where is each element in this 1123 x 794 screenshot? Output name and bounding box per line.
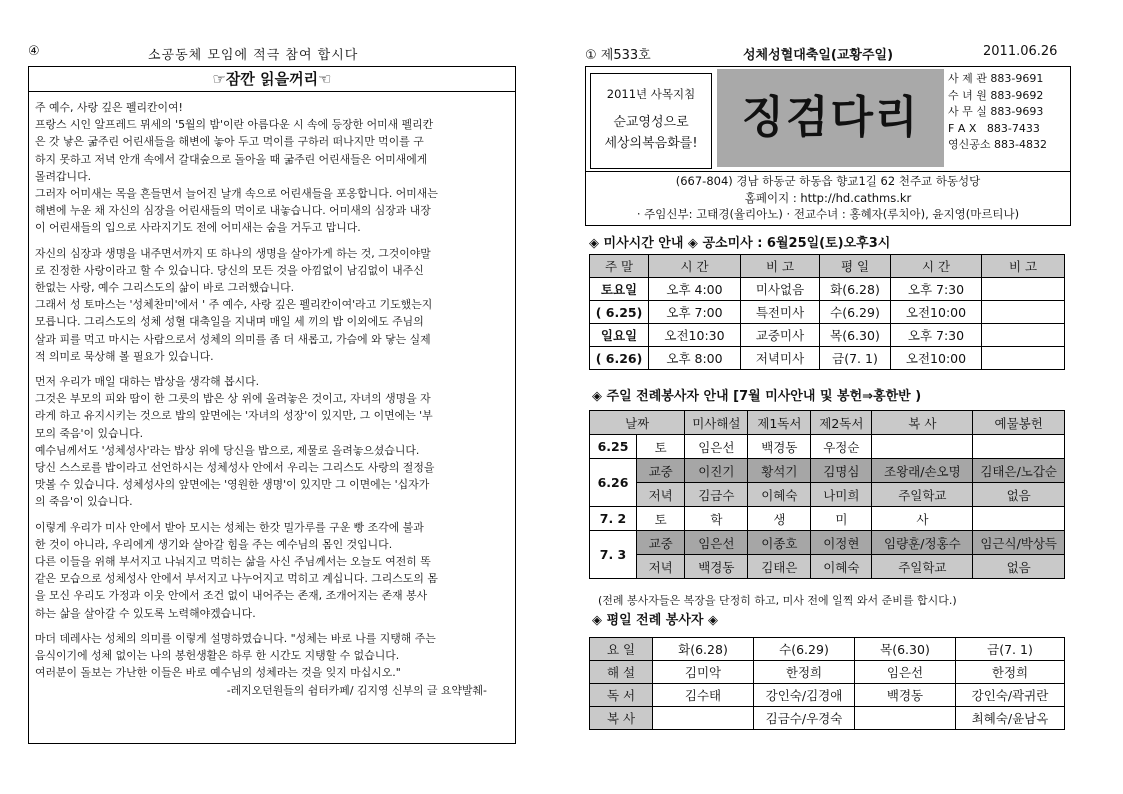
service-note: (전례 봉사자들은 복장을 단정히 하고, 미사 전에 일찍 와서 준비를 합시다.) [598, 594, 957, 607]
header-cell: 시 간 [649, 255, 741, 278]
time-cell: 오후 7:30 [891, 278, 982, 301]
cell: 우정순 [811, 435, 872, 459]
paragraph [35, 630, 511, 682]
cell: 임량훈/정홍수 [872, 531, 973, 555]
row-label: 독 서 [590, 684, 653, 707]
text-line: 예수님께서도 '성체성사'라는 밥상 위에 당신을 밥으로, 제물로 올려놓으셨습니다. [35, 443, 420, 457]
cell: 없음 [973, 555, 1065, 579]
table-row [590, 324, 1065, 347]
cell: 김명심 [811, 459, 872, 483]
table-row [590, 483, 1065, 507]
time-cell: 오전10:00 [891, 301, 982, 324]
text-line: 한 것이 아니라, 우리에게 생기와 살아갈 힘을 주는 예수님의 몸인 것입니다. [35, 537, 393, 551]
kind-cell: 토 [637, 435, 685, 459]
service-section-title: ◈ 주일 전례봉사자 안내 [7월 미사안내 및 봉헌⇒홍한반 ) [592, 389, 922, 404]
weekday-cell: 수(6.29) [820, 301, 891, 324]
source-signature: -레지오던원들의 쉼터카페/ 김지영 신부의 글 요약발췌- [226, 683, 487, 697]
cell: 강인숙/김경애 [754, 684, 855, 707]
newsletter-logo: 징검다리 [717, 69, 944, 167]
cell: 사 [872, 507, 973, 531]
cell: 강인숙/곽귀란 [956, 684, 1065, 707]
row-label: 복 사 [590, 707, 653, 730]
contact-item: 사 제 관 883-9691 [948, 72, 1044, 85]
left-page-header [28, 44, 518, 62]
text-line: 그것은 부모의 피와 땀이 한 그릇의 밥은 상 위에 올려놓은 것이고, 자녀의 생명을 자 [35, 392, 431, 406]
table-row [590, 301, 1065, 324]
text-line: 그래서 성 토마스는 '성체찬미'에서 ' 주 예수, 사랑 깊은 펠리칸이여'라고 기도했는지 [35, 298, 433, 312]
text-line: 다른 이들을 위해 부서지고 나눠지고 먹히는 삶을 사신 주님께서는 오늘도 여전히 똑 [35, 555, 431, 569]
text-line: 은 갓 낳은 굶주린 어린새들을 해변에 놓아 두고 먹이를 구하러 떠나지만 먹이를 구 [35, 135, 424, 149]
time-cell: 오전10:30 [649, 324, 741, 347]
header-cell: 시 간 [891, 255, 982, 278]
cell: 화(6.28) [653, 638, 754, 661]
kind-cell: 교중 [637, 531, 685, 555]
row-label: 해 설 [590, 661, 653, 684]
text-line: 음식이기에 성체 없이는 나의 봉헌생활은 하루 한 시간도 지탱할 수 없습니다. [35, 649, 400, 663]
text-line: 의 죽음'이 있습니다. [35, 495, 133, 509]
date-cell: 6.26 [590, 459, 637, 507]
cell: 백경동 [685, 555, 748, 579]
cell [973, 435, 1065, 459]
kind-cell: 토 [637, 507, 685, 531]
text-line: 모릅니다. 그리스도의 성체 성혈 대축일을 지내며 매일 세 끼의 밥 이외에도 주님의 [35, 315, 424, 329]
text-line: 같은 모습으로 성체성사 안에서 부서지고 나누어지고 먹히고 계십니다. 그리스도의 몸 [35, 572, 438, 586]
text-line: 이렇게 우리가 미사 안에서 받아 모시는 성체는 한갓 밀가루를 구운 빵 조각에 불과 [35, 520, 424, 534]
header-cell: 제2독서 [811, 411, 872, 435]
header-cell: 비 고 [741, 255, 820, 278]
text-line: 살과 피를 먹고 마시는 사람으로서 성체의 의미를 좀 더 새롭고, 가슴에 와 닿는 실제 [35, 332, 431, 346]
table-row [590, 684, 1065, 707]
note-cell: 미사없음 [741, 278, 820, 301]
text-line: 몰려갑니다. [35, 169, 92, 183]
text-line: 을 모신 우리도 가정과 이웃 안에서 조건 없이 내어주는 존재, 조개어지는 존재 봉사 [35, 589, 428, 603]
table-row [590, 531, 1065, 555]
text-line: 프랑스 시인 알프레드 뮈세의 '5월의 밤'이란 아름다운 시 속에 등장한 어미새 펠리칸 [35, 118, 434, 132]
kind-cell: 교중 [637, 459, 685, 483]
cell: 김금수 [685, 483, 748, 507]
feast-title: 성체성혈대축일(교황주일) [743, 48, 894, 63]
table-row [590, 661, 1065, 684]
cell: 없음 [973, 483, 1065, 507]
text-line: 먼저 우리가 매일 대하는 밥상을 생각해 봅시다. [35, 375, 260, 389]
parish-address: (667-804) 경남 하동군 하동읍 향교1길 62 천주교 하동성당 [586, 171, 1070, 189]
paragraph [35, 373, 511, 511]
header-cell: 미사해설 [685, 411, 748, 435]
cell: 김금수/우경숙 [754, 707, 855, 730]
note-cell [982, 347, 1065, 370]
motto-line-2: 세상의복음화를! [604, 136, 698, 151]
cell: 수(6.29) [754, 638, 855, 661]
table-row [590, 555, 1065, 579]
text-line: 로 진정한 사랑이라고 할 수 있습니다. 당신의 모든 것을 아낌없이 남김없이 내주신 [35, 263, 424, 277]
reading-box [28, 66, 516, 744]
note-cell: 저녁미사 [741, 347, 820, 370]
cell: 황석기 [748, 459, 811, 483]
cell: 이정현 [811, 531, 872, 555]
text-line: 당신 스스로를 밥이라고 선언하시는 성체성사 안에서 우리는 그리스도 사랑의 절정을 [35, 461, 435, 475]
year-policy: 2011년 사목지침 [606, 87, 696, 101]
paragraph [35, 519, 511, 622]
cell: 임은선 [855, 661, 956, 684]
date-cell: 7. 3 [590, 531, 637, 579]
cell: 김태은/노갑순 [973, 459, 1065, 483]
right-page-header [585, 44, 1070, 62]
mass-schedule-table [589, 254, 1065, 370]
date-cell: 7. 2 [590, 507, 637, 531]
table-header-row [590, 255, 1065, 278]
paragraph [35, 245, 511, 365]
cell [653, 707, 754, 730]
cell: 임은선 [685, 435, 748, 459]
day-cell: 일요일 [590, 324, 649, 347]
cell: 이종호 [748, 531, 811, 555]
contact-item: 수 녀 원 883-9692 [948, 88, 1044, 102]
kind-cell: 저녁 [637, 555, 685, 579]
table-header-row [590, 411, 1065, 435]
weekday-section-title: ◈ 평일 전례 봉사자 ◈ [592, 613, 719, 628]
weekday-cell: 목(6.30) [820, 324, 891, 347]
table-row [590, 459, 1065, 483]
text-line: 하는 삶을 살아갈 수 있도록 노력해야겠습니다. [35, 606, 256, 620]
cell [872, 435, 973, 459]
cell: 학 [685, 507, 748, 531]
text-line: 한없는 사랑, 예수 그리스도의 삶이 바로 그러했습니다. [35, 281, 295, 295]
header-cell: 날짜 [590, 411, 685, 435]
liturgy-servers-table [589, 410, 1065, 579]
cell: 최혜숙/윤남옥 [956, 707, 1065, 730]
cell: 이혜숙 [811, 555, 872, 579]
kind-cell: 저녁 [637, 483, 685, 507]
page-number: ④ [28, 44, 40, 59]
contact-item: 영신공소 883-4832 [948, 138, 1047, 151]
note-cell [982, 278, 1065, 301]
table-row [590, 707, 1065, 730]
text-line: 라게 하고 유지시키는 것으로 밥의 앞면에는 '자녀의 성장'이 있지만, 그 이면에는 '부 [35, 409, 433, 423]
contact-list [948, 71, 1066, 154]
note-cell [982, 324, 1065, 347]
weekday-cell: 금(7. 1) [820, 347, 891, 370]
text-line: 맛볼 수 있습니다. 성체성사의 앞면에는 '영원한 생명'이 있지만 그 이면에는 '십자가 [35, 478, 430, 492]
cell: 목(6.30) [855, 638, 956, 661]
header-cell: 예물봉헌 [973, 411, 1065, 435]
text-line: 해변에 누운 채 자신의 심장을 어린새들의 먹이로 내놓습니다. 어미새의 심장과 내장 [35, 204, 431, 218]
contact-item: 사 무 실 883-9693 [948, 105, 1044, 118]
date-cell: 6.25 [590, 435, 637, 459]
note-cell: 교중미사 [741, 324, 820, 347]
slogan: 소공동체 모임에 적극 참여 합시다 [148, 48, 359, 63]
reading-text [35, 99, 511, 699]
text-line: 마더 데레사는 성체의 의미를 이렇게 설명하였습니다. "성체는 바로 나를 지탱해 주는 [35, 631, 436, 645]
table-row [590, 507, 1065, 531]
issue-number: ① 제533호 [585, 48, 651, 63]
text-line: 이 어린새들의 입으로 사라지기도 전에 어미새는 숨을 거두고 맙니다. [35, 221, 361, 235]
cell: 임은선 [685, 531, 748, 555]
cell: 백경동 [748, 435, 811, 459]
time-cell: 오후 7:00 [649, 301, 741, 324]
cell: 한정희 [754, 661, 855, 684]
header-cell: 비 고 [982, 255, 1065, 278]
cell [973, 507, 1065, 531]
paragraph [35, 99, 511, 237]
day-cell: 토요일 [590, 278, 649, 301]
time-cell: 오후 7:30 [891, 324, 982, 347]
table-row [590, 435, 1065, 459]
cell: 주일학교 [872, 555, 973, 579]
weekday-cell: 화(6.28) [820, 278, 891, 301]
cell: 임근식/박상득 [973, 531, 1065, 555]
cell: 금(7. 1) [956, 638, 1065, 661]
mass-section-title: ◈ 미사시간 안내 ◈ 공소미사 : 6월25일(토)오후3시 [589, 236, 891, 251]
header-cell: 평 일 [820, 255, 891, 278]
header-cell: 주 말 [590, 255, 649, 278]
time-cell: 오후 8:00 [649, 347, 741, 370]
homepage-link[interactable]: 홈페이지 : http://hd.cathms.kr [744, 191, 912, 205]
weekday-servers-table [589, 637, 1065, 730]
issue-date: 2011.06.26 [983, 44, 1058, 59]
text-line: 하지 못하고 저녁 안개 속에서 갈대숲으로 돌아올 때 굶주린 어린새들은 어미새에게 [35, 152, 428, 166]
masthead [585, 66, 1071, 226]
cell: 미 [811, 507, 872, 531]
pastoral-motto-box [590, 73, 712, 169]
contact-item: F A X 883-7433 [948, 121, 1040, 135]
cell: 이진기 [685, 459, 748, 483]
cell: 백경동 [855, 684, 956, 707]
cell: 생 [748, 507, 811, 531]
cell: 김미악 [653, 661, 754, 684]
text-line: 주 예수, 사랑 깊은 펠리칸이여! [35, 101, 183, 114]
table-row [590, 278, 1065, 301]
note-cell [982, 301, 1065, 324]
motto-line-1: 순교영성으로 [613, 115, 689, 130]
day-cell: ( 6.25) [590, 301, 649, 324]
text-line: 적 의미로 묵상해 볼 필요가 있습니다. [35, 349, 214, 363]
cell: 한정희 [956, 661, 1065, 684]
day-cell: ( 6.26) [590, 347, 649, 370]
cell [855, 707, 956, 730]
staff-line: · 주임신부: 고태경(율리아노) · 전교수녀 : 홍혜자(루치아), 윤지영(마르티나) [636, 207, 1020, 221]
header-cell: 복 사 [872, 411, 973, 435]
text-line: 모의 죽음'이 있습니다. [35, 426, 144, 440]
cell: 주일학교 [872, 483, 973, 507]
time-cell: 오전10:00 [891, 347, 982, 370]
row-label: 요 일 [590, 638, 653, 661]
text-line: 여러분이 돌보는 가난한 이들은 바로 예수님의 성체라는 것을 잊지 마십시오." [35, 666, 401, 680]
note-cell: 특전미사 [741, 301, 820, 324]
cell: 조왕래/손오명 [872, 459, 973, 483]
reading-title: ☞잠깐 읽을꺼리☜ [29, 67, 515, 92]
cell: 나미희 [811, 483, 872, 507]
table-row [590, 638, 1065, 661]
cell: 김수태 [653, 684, 754, 707]
header-cell: 제1독서 [748, 411, 811, 435]
text-line: 그러자 어미새는 목을 흔들면서 늘어진 날개 속으로 어린새들을 포옹합니다. 어미새는 [35, 187, 438, 201]
cell: 김태은 [748, 555, 811, 579]
cell: 이혜숙 [748, 483, 811, 507]
text-line: 자신의 심장과 생명을 내주면서까지 또 하나의 생명을 살아가게 하는 것, 그것이야말 [35, 246, 431, 260]
table-row [590, 347, 1065, 370]
time-cell: 오후 4:00 [649, 278, 741, 301]
